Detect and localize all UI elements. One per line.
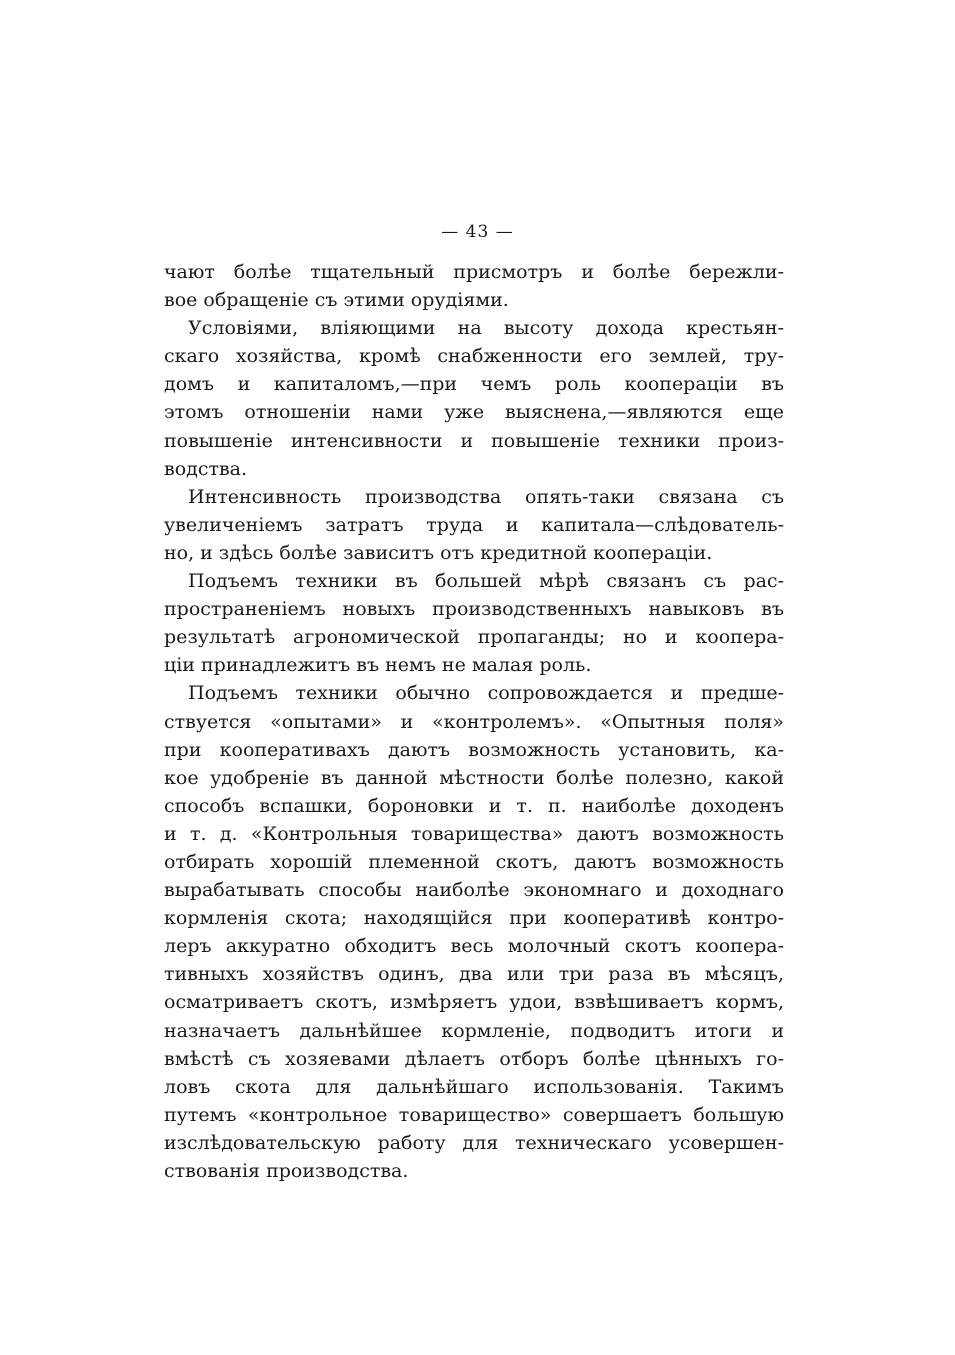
text-line: леръ аккуратно обходитъ весь молочный скотъ коопера- [164, 935, 784, 958]
text-line: кое удобреніе въ данной мѣстности болѣе полезно, какой [164, 766, 784, 789]
text-line: этомъ отношеніи нами уже выяснена,—являются еще [164, 401, 784, 424]
text-line: изслѣдовательскую работу для техническаго усовершен- [164, 1131, 784, 1154]
text-line: Подъемъ техники обычно сопровождается и предше- [188, 682, 784, 705]
text-line: ствованія производства. [164, 1160, 409, 1182]
text-line: ціи принадлежитъ въ немъ не малая роль. [164, 654, 592, 677]
text-line: кормленія скота; находящійся при кооперативѣ контро- [164, 907, 784, 930]
body-text [164, 258, 784, 1185]
text-line: и т. д. «Контрольныя товарищества» даютъ возможность [164, 822, 784, 845]
text-line: но, и здѣсь болѣе зависитъ отъ кредитной коопераціи. [164, 541, 713, 564]
text-line: при кооперативахъ даютъ возможность установить, ка- [164, 738, 784, 761]
text-line: вое обращеніе съ этими орудіями. [164, 289, 509, 312]
text-line: скаго хозяйства, кромѣ снабженности его землей, тру- [164, 345, 784, 368]
text-line: увеличеніемъ затратъ труда и капитала—слѣдователь- [164, 513, 784, 536]
text-line: осматриваетъ скотъ, измѣряетъ удои, взвѣшиваетъ кормъ, [164, 991, 784, 1014]
text-line: назначаетъ дальнѣйшее кормленіе, подводитъ итоги и [164, 1019, 784, 1042]
page-number: — 43 — [441, 222, 514, 242]
text-line: Подъемъ техники въ большей мѣрѣ связанъ съ рас- [188, 570, 784, 593]
text-line: повышеніе интенсивности и повышеніе техники произ- [164, 429, 784, 452]
text-line: Интенсивность производства опять-таки связана съ [188, 485, 784, 508]
text-line: чают болѣе тщательный присмотръ и болѣе бережли- [164, 261, 784, 283]
text-line: вмѣстѣ съ хозяевами дѣлаетъ отборъ болѣе цѣнныхъ го- [164, 1047, 784, 1070]
text-line: Условіями, вліяющими на высоту дохода крестьян- [188, 317, 784, 340]
text-line: путемъ «контрольное товарищество» совершаетъ большую [164, 1103, 784, 1126]
text-line: вырабатывать способы наиболѣе экономнаго и доходнаго [164, 879, 784, 902]
text-line: результатѣ агрономической пропаганды; но и коопера- [164, 626, 784, 649]
text-line: пространеніемъ новыхъ производственныхъ навыковъ въ [164, 598, 784, 621]
text-line: тивныхъ хозяйствъ одинъ, два или три раза въ мѣсяцъ, [164, 963, 784, 986]
text-line: отбирать хорошій племенной скотъ, даютъ возможность [164, 850, 784, 873]
text-line: ствуется «опытами» и «контролемъ». «Опытныя поля» [164, 710, 784, 733]
text-line: ловъ скота для дальнѣйшаго использованія. Такимъ [164, 1075, 784, 1098]
text-line: домъ и капиталомъ,—при чемъ роль кооперацiи въ [164, 373, 784, 396]
text-line: способъ вспашки, бороновки и т. п. наиболѣе доходенъ [164, 794, 784, 817]
text-line: водства. [164, 457, 248, 480]
